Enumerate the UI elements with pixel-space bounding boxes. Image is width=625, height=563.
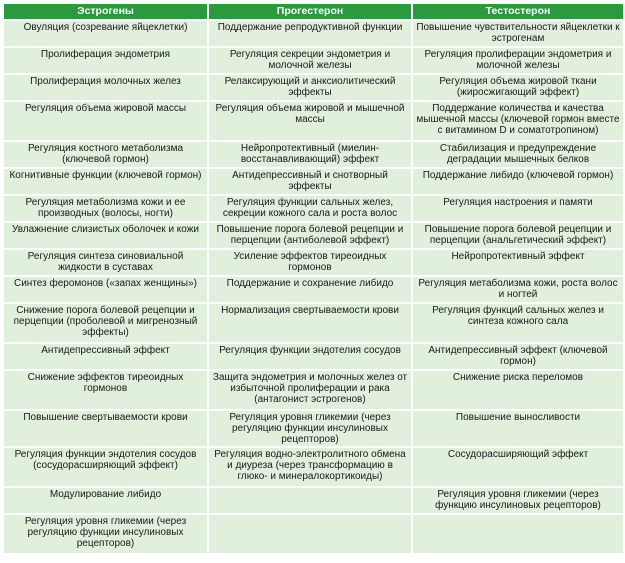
- estrogens-cell: Регуляция функции эндотелия сосудов (сосудорасширяющий эффект): [4, 448, 207, 486]
- testosterone-cell: [413, 515, 623, 553]
- progesterone-cell: Антидепрессивный и снотворный эффекты: [209, 169, 411, 194]
- table-row: [4, 344, 623, 369]
- table-header-row: [4, 4, 623, 19]
- estrogens-cell: Антидепрессивный эффект: [4, 344, 207, 369]
- testosterone-cell: Регуляция настроения и памяти: [413, 196, 623, 221]
- estrogens-cell: Регуляция метаболизма кожи и ее производных (волосы, ногти): [4, 196, 207, 221]
- progesterone-cell: Усиление эффектов тиреоидных гормонов: [209, 250, 411, 275]
- testosterone-cell: Регуляция уровня гликемии (через функцию инсулиновых рецепторов): [413, 488, 623, 513]
- progesterone-cell: Регуляция секреции эндометрия и молочной железы: [209, 48, 411, 73]
- testosterone-cell: Нейропротективный эффект: [413, 250, 623, 275]
- header-testosterone: Тестостерон: [413, 4, 623, 19]
- table-row: [4, 169, 623, 194]
- testosterone-cell: Повышение порога болевой рецепции и перцепции (анальгетический эффект): [413, 223, 623, 248]
- estrogens-cell: Снижение эффектов тиреоидных гормонов: [4, 371, 207, 409]
- testosterone-cell: Регуляция метаболизма кожи, роста волос и ногтей: [413, 277, 623, 302]
- testosterone-cell: Регуляция пролиферации эндометрия и молочной железы: [413, 48, 623, 73]
- table-row: [4, 411, 623, 446]
- table-row: [4, 48, 623, 73]
- testosterone-cell: Поддержание количества и качества мышечной массы (ключевой гормон вместе с витамином D и соматотропином): [413, 102, 623, 140]
- progesterone-cell: Поддержание репродуктивной функции: [209, 21, 411, 46]
- testosterone-cell: Регуляция объема жировой ткани (жиросжигающий эффект): [413, 75, 623, 100]
- estrogens-cell: Овуляция (созревание яйцеклетки): [4, 21, 207, 46]
- progesterone-cell: Нейропротективный (миелин-восстанавливающий) эффект: [209, 142, 411, 167]
- table-row: [4, 142, 623, 167]
- header-estrogens: Эстрогены: [4, 4, 207, 19]
- testosterone-cell: Сосудорасширяющий эффект: [413, 448, 623, 486]
- estrogens-cell: Регуляция объема жировой массы: [4, 102, 207, 140]
- estrogens-cell: Когнитивные функции (ключевой гормон): [4, 169, 207, 194]
- progesterone-cell: Регуляция объема жировой и мышечной массы: [209, 102, 411, 140]
- testosterone-cell: Повышение чувствительности яйцеклетки к эстрогенам: [413, 21, 623, 46]
- table-row: [4, 488, 623, 513]
- estrogens-cell: Повышение свертываемости крови: [4, 411, 207, 446]
- estrogens-cell: Регуляция синтеза синовиальной жидкости в суставах: [4, 250, 207, 275]
- progesterone-cell: [209, 515, 411, 553]
- estrogens-cell: Регуляция уровня гликемии (через регуляцию функции инсулиновых рецепторов): [4, 515, 207, 553]
- table-row: [4, 21, 623, 46]
- progesterone-cell: Регуляция функции эндотелия сосудов: [209, 344, 411, 369]
- progesterone-cell: [209, 488, 411, 513]
- testosterone-cell: Поддержание либидо (ключевой гормон): [413, 169, 623, 194]
- testosterone-cell: Повышение выносливости: [413, 411, 623, 446]
- progesterone-cell: Поддержание и сохранение либидо: [209, 277, 411, 302]
- table-row: [4, 196, 623, 221]
- estrogens-cell: Пролиферация молочных желез: [4, 75, 207, 100]
- table-row: [4, 515, 623, 553]
- progesterone-cell: Защита эндометрия и молочных желез от избыточной пролиферации и рака (антагонист эстрогенов): [209, 371, 411, 409]
- table-row: [4, 304, 623, 342]
- table-row: [4, 102, 623, 140]
- table-row: [4, 250, 623, 275]
- progesterone-cell: Регуляция водно-электролитного обмена и диуреза (через трансформацию в глюко- и минералокортикоиды): [209, 448, 411, 486]
- progesterone-cell: Релаксирующий и анксиолитический эффекты: [209, 75, 411, 100]
- estrogens-cell: Синтез феромонов («запах женщины»): [4, 277, 207, 302]
- progesterone-cell: Повышение порога болевой рецепции и перцепции (антиболевой эффект): [209, 223, 411, 248]
- testosterone-cell: Стабилизация и предупреждение деградации мышечных белков: [413, 142, 623, 167]
- header-progesterone: Прогестерон: [209, 4, 411, 19]
- progesterone-cell: Регуляция функции сальных желез, секреции кожного сала и роста волос: [209, 196, 411, 221]
- estrogens-cell: Регуляция костного метаболизма (ключевой гормон): [4, 142, 207, 167]
- table-body: [4, 21, 623, 553]
- table-row: [4, 448, 623, 486]
- table-row: [4, 277, 623, 302]
- table-row: [4, 371, 623, 409]
- hormone-functions-table: [2, 2, 625, 555]
- estrogens-cell: Модулирование либидо: [4, 488, 207, 513]
- estrogens-cell: Пролиферация эндометрия: [4, 48, 207, 73]
- testosterone-cell: Снижение риска переломов: [413, 371, 623, 409]
- testosterone-cell: Антидепрессивный эффект (ключевой гормон): [413, 344, 623, 369]
- progesterone-cell: Регуляция уровня гликемии (через регуляцию функции инсулиновых рецепторов): [209, 411, 411, 446]
- progesterone-cell: Нормализация свертываемости крови: [209, 304, 411, 342]
- estrogens-cell: Снижение порога болевой рецепции и перцепции (проболевой и мигренозный эффекты): [4, 304, 207, 342]
- table-row: [4, 75, 623, 100]
- estrogens-cell: Увлажнение слизистых оболочек и кожи: [4, 223, 207, 248]
- testosterone-cell: Регуляция функций сальных желез и синтеза кожного сала: [413, 304, 623, 342]
- table-row: [4, 223, 623, 248]
